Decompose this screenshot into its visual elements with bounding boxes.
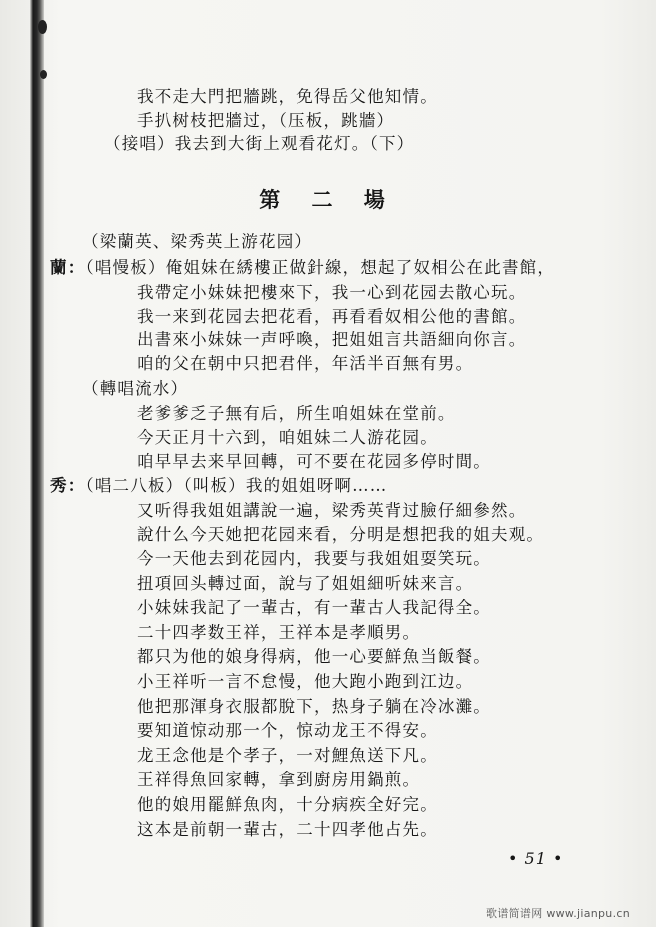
verse-line: 老爹爹乏子無有后，所生咱姐妹在堂前。 bbox=[137, 404, 456, 423]
verse-line: 又听得我姐姐講說一遍，梁秀英背过臉仔細參然。 bbox=[137, 501, 527, 520]
book-binding-edge bbox=[30, 0, 44, 927]
verse-line: 小妹妹我記了一輩古，有一輩古人我記得全。 bbox=[137, 598, 491, 617]
verse-line: 二十四孝数王祥，王祥本是孝順男。 bbox=[137, 623, 421, 642]
verse-line: 龙王念他是个孝子，一对鯉魚送下凡。 bbox=[137, 746, 438, 765]
binding-smudge bbox=[38, 20, 47, 34]
verse-line: 說什么今天她把花园来看，分明是想把我的姐夫观。 bbox=[137, 525, 545, 544]
verse-line: 咱的父在朝中只把君伴，年活半百無有男。 bbox=[137, 354, 474, 373]
verse-line: 我一来到花园去把花看，再看看奴相公他的書館。 bbox=[137, 307, 527, 326]
stage-direction: （梁蘭英、梁秀英上游花园） bbox=[82, 232, 313, 251]
verse-line: 王祥得魚回家轉，拿到廚房用鍋煎。 bbox=[137, 770, 421, 789]
verse-line: 要知道惊动那一个，惊动龙王不得安。 bbox=[137, 721, 438, 740]
stage-direction: （轉唱流水） bbox=[82, 379, 189, 398]
verse-line: 这本是前朝一輩古，二十四孝他占先。 bbox=[137, 820, 438, 839]
speaker-line bbox=[50, 257, 555, 279]
speaker-text: （唱二八板）（叫板）我的姐姐呀啊…… bbox=[85, 476, 388, 495]
stage-direction: （接唱）我去到大街上观看花灯。（下） bbox=[104, 134, 415, 153]
verse-line: 小王祥听一言不怠慢，他大跑小跑到江边。 bbox=[137, 672, 474, 691]
binding-smudge bbox=[40, 70, 47, 79]
verse-line: 今一天他去到花园内，我要与我姐姐耍笑玩。 bbox=[137, 549, 491, 568]
verse-line: 今天正月十六到，咱姐妹二人游花园。 bbox=[137, 428, 438, 447]
scene-heading: 第 二 場 bbox=[259, 187, 397, 212]
verse-line: 我帶定小妹妹把樓來下，我一心到花园去散心玩。 bbox=[137, 283, 527, 302]
verse-line: 我不走大門把牆跳，免得岳父他知情。 bbox=[137, 87, 438, 106]
verse-line: 他的娘用罷鮮魚肉，十分病疾全好完。 bbox=[137, 795, 438, 814]
speaker-text: （唱慢板）俺姐妹在綉樓正做針線，想起了奴相公在此書館， bbox=[85, 258, 556, 277]
verse-line: 出書來小妹妹一声呼喚，把姐姐言共語細向你言。 bbox=[137, 330, 527, 349]
site-watermark: 歌谱简谱网 www.jianpu.cn bbox=[486, 907, 630, 920]
speaker-label: 蘭： bbox=[50, 258, 86, 277]
speaker-label: 秀： bbox=[50, 476, 86, 495]
verse-line: 他把那渾身衣服都脫下，热身子躺在冷冰灘。 bbox=[137, 697, 491, 716]
verse-line: 咱早早去来早回轉，可不要在花园多停时間。 bbox=[137, 452, 491, 471]
verse-line: 手扒树枝把牆过，（压板，跳牆） bbox=[137, 111, 395, 130]
verse-line: 都只为他的娘身得病，他一心要鮮魚当飯餐。 bbox=[137, 647, 491, 666]
page-number: • 51 • bbox=[508, 849, 564, 868]
verse-line: 扭項回头轉过面，說与了姐姐細听妹来言。 bbox=[137, 574, 474, 593]
speaker-line bbox=[50, 475, 388, 497]
